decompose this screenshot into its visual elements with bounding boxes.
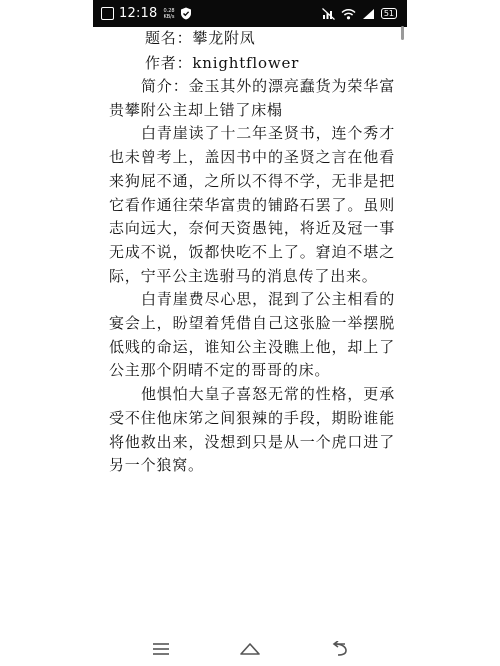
app-icon <box>101 7 114 20</box>
status-right <box>322 8 407 20</box>
status-left <box>93 6 192 21</box>
net-speed <box>163 8 174 20</box>
book-author: 作者：knightflower <box>145 53 300 72</box>
book-summary: 简介：金玉其外的漂亮蠢货为荣华富贵攀附公主却上错了床榻 <box>109 77 395 119</box>
phone-screen <box>93 0 407 666</box>
paragraph: 白青崖费尽心思，混到了公主相看的宴会上，盼望着凭借自己这张脸一举摆脱低贱的命运，谁知公主没瞧上他，却上了公主那个阴晴不定的哥哥的床。 <box>109 290 395 380</box>
net-speed-unit: KB/s <box>163 13 175 20</box>
signal-muted-icon <box>322 8 335 20</box>
menu-icon <box>151 642 171 656</box>
vpn-shield-icon <box>180 7 192 20</box>
battery-level: 51 <box>383 9 394 18</box>
reader-content <box>109 26 395 478</box>
menu-button[interactable] <box>141 637 181 661</box>
paragraph: 他惧怕大皇子喜怒无常的性格，更承受不住他床笫之间狠辣的手段，期盼谁能将他救出来，没想到只是从一个虎口进了另一个狼窝。 <box>109 385 395 475</box>
battery-icon <box>381 8 397 19</box>
status-bar <box>93 0 407 27</box>
paragraph: 白青崖读了十二年圣贤书，连个秀才也未曾考上，盖因书中的圣贤之言在他看来狗屁不通，之所以不得不学，无非是把它看作通往荣华富贵的铺路石罢了。虽则志向远大，奈何天资愚钝，将近及冠一事无成不说，饭都快吃不上了。窘迫不堪之际，宁平公主选驸马的消息传了出来。 <box>109 124 395 285</box>
back-button[interactable] <box>319 637 359 661</box>
book-title: 题名：攀龙附凤 <box>145 29 256 47</box>
home-button[interactable] <box>230 637 270 661</box>
cellular-icon <box>362 8 375 20</box>
net-speed-value: 0.28 <box>163 7 175 14</box>
navigation-bar <box>93 632 407 666</box>
home-icon <box>239 642 261 656</box>
wifi-icon <box>341 8 356 20</box>
clock: 12:18 <box>119 6 158 21</box>
scrollbar-thumb[interactable] <box>401 26 404 40</box>
back-icon <box>330 641 348 657</box>
